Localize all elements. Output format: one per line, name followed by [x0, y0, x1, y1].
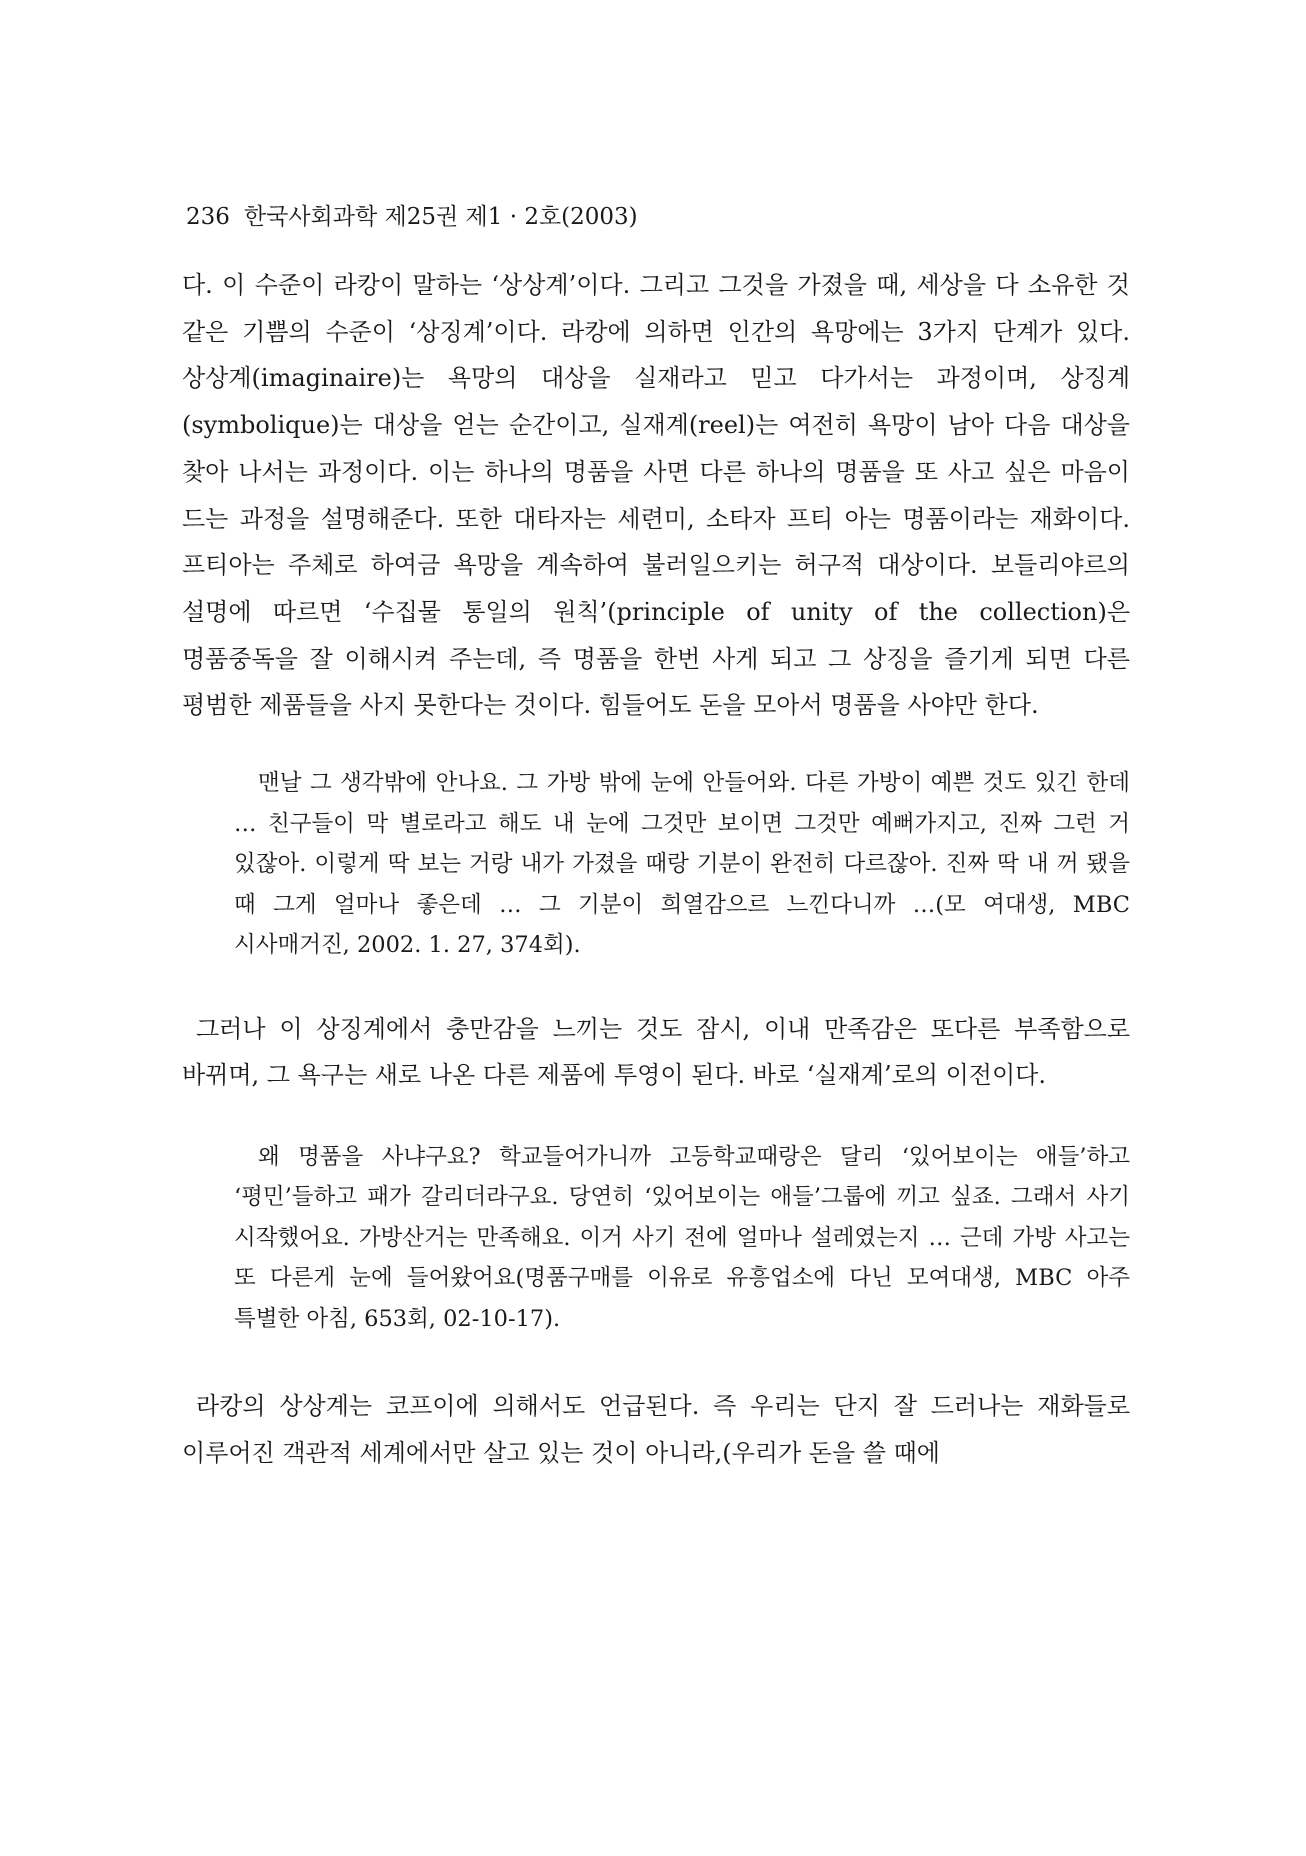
page-number: 236: [186, 204, 230, 230]
paragraph-2: 그러나 이 상징계에서 충만감을 느끼는 것도 잠시, 이내 만족감은 또다른 부족함으로 바뀌며, 그 욕구는 새로 나온 다른 제품에 투영이 된다. 바로 ‘실재계’로의 이전이다.: [182, 1014, 1130, 1090]
paragraph-1: 다. 이 수준이 라캉이 말하는 ‘상상계’이다. 그리고 그것을 가졌을 때, 세상을 다 소유한 것 같은 기쁨의 수준이 ‘상징계’이다. 라캉에 의하면 인간의 욕망에는 3가지 단계가 있다. 상상계(imaginaire)는 욕망의 대상을 실재라고 믿고 다가서는 과정이며, 상징계(symbolique)는 대상을 얻는 순간이고, 실재계(reel)는 여전히 욕망이 남아 다음 대상을 찾아 나서는 과정이다. 이는 하나의 명품을 사면 다른 하나의 명품을 또 사고 싶은 마음이 드는 과정을 설명해준다. 또한 대타자는 세련미, 소타자 프티 아는 명품이라는 재화이다. 프티아는 주체로 하여금 욕망을 계속하여 불러일으키는 허구적 대상이다. 보들리야르의 설명에 따르면 ‘수집물 통일의 원칙’(principle of unity of the collection)은 명품중독을 잘 이해시켜 주는데, 즉 명품을 한번 사게 되고 그 상징을 즐기게 되면 다른 평범한 제품들을 사지 못한다는 것이다. 힘들어도 돈을 모아서 명품을 사야만 한다.: [182, 271, 1130, 720]
journal-title: 한국사회과학 제25권 제1 · 2호(2003): [243, 204, 638, 230]
spacer: [182, 1339, 1130, 1383]
spacer: [182, 966, 1130, 1006]
running-header: [186, 202, 638, 232]
body-text: [182, 262, 1130, 1477]
spacer: [182, 729, 1130, 763]
block-quote-1: 맨날 그 생각밖에 안나요. 그 가방 밖에 눈에 안들어와. 다른 가방이 예쁜 것도 있긴 한데 … 친구들이 막 별로라고 해도 내 눈에 그것만 보이면 그것만 예뻐가지고, 진짜 그런 거 있잖아. 이렇게 딱 보는 거랑 내가 가졌을 때랑 기분이 완전히 다르잖아. 진짜 딱 내 꺼 됐을 때 그게 얼마나 좋은데 … 그 기분이 희열감으르 느낀다니까 …(모 여대생, MBC 시사매거진, 2002. 1. 27, 374회).: [234, 770, 1130, 959]
paragraph-3: 라캉의 상상계는 코프이에 의해서도 언급된다. 즉 우리는 단지 잘 드러나는 재화들로 이루어진 객관적 세계에서만 살고 있는 것이 아니라,(우리가 돈을 쓸 때에: [182, 1392, 1130, 1468]
spacer: [182, 1099, 1130, 1137]
block-quote-2: 왜 명품을 사냐구요? 학교들어가니까 고등학교때랑은 달리 ‘있어보이는 애들’하고 ‘평민’들하고 패가 갈리더라구요. 당연히 ‘있어보이는 애들’그룹에 끼고 싶죠. 그래서 사기 시작했어요. 가방산거는 만족해요. 이거 사기 전에 얼마나 설레였는지 … 근데 가방 사고는 또 다른게 눈에 들어왔어요(명품구매를 이유로 유흥업소에 다닌 모여대생, MBC 아주 특별한 아침, 653회, 02-10-17).: [234, 1143, 1130, 1332]
